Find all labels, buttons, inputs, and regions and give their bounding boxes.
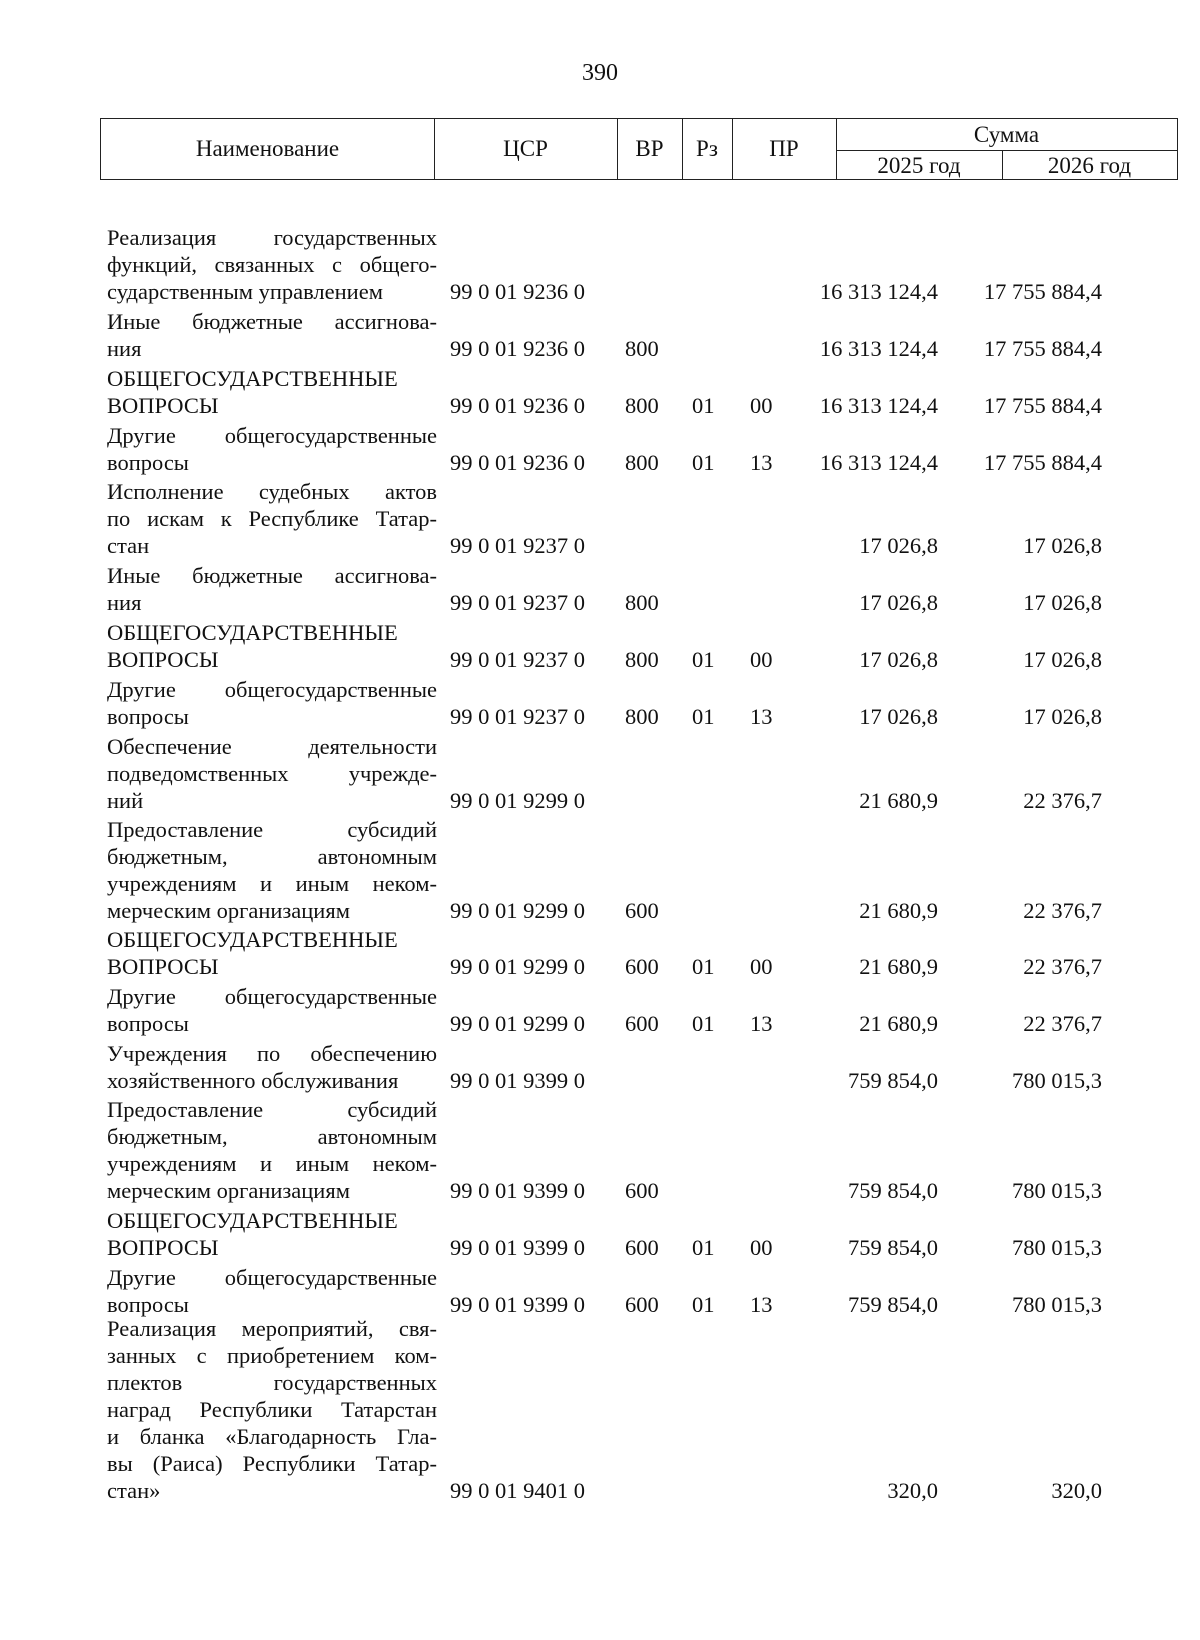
- row-rz: 01: [692, 450, 715, 475]
- row-sum-2026: 17 755 884,4: [983, 336, 1102, 361]
- row-csr: 99 0 01 9237 0: [450, 533, 585, 558]
- row-name-line: бюджетным, автономным: [107, 1124, 437, 1149]
- row-sum-2025: 21 680,9: [859, 1011, 938, 1036]
- row-sum-2026: 780 015,3: [1012, 1068, 1102, 1093]
- row-name-line: ний: [107, 788, 144, 813]
- row-sum-2026: 17 026,8: [1023, 647, 1102, 672]
- row-name-line: вопросы: [107, 1292, 189, 1317]
- row-name-line: вы (Раиса) Республики Татар-: [107, 1451, 437, 1476]
- header-pr: ПР: [769, 136, 799, 161]
- row-sum-2025: 17 026,8: [859, 704, 938, 729]
- row-sum-2025: 16 313 124,4: [819, 279, 938, 304]
- row-sum-2026: 22 376,7: [1023, 788, 1102, 813]
- row-rz: 01: [692, 1235, 715, 1260]
- row-name-line: ОБЩЕГОСУДАРСТВЕННЫЕ: [107, 620, 398, 645]
- row-name-line: вопросы: [107, 450, 189, 475]
- row-name-line: Обеспечение деятельности: [107, 734, 437, 759]
- table-row: [100, 926, 1178, 980]
- table-row: [100, 1096, 1178, 1204]
- row-pr: 13: [750, 450, 773, 475]
- row-name-line: Другие общегосударственные: [107, 984, 437, 1009]
- budget-table: [100, 118, 1178, 1503]
- row-sum-2026: 320,0: [1051, 1478, 1102, 1503]
- row-sum-2026: 780 015,3: [1012, 1235, 1102, 1260]
- row-csr: 99 0 01 9399 0: [450, 1068, 585, 1093]
- row-sum-2026: 780 015,3: [1012, 1178, 1102, 1203]
- row-sum-2026: 780 015,3: [1012, 1292, 1102, 1317]
- row-name-line: ОБЩЕГОСУДАРСТВЕННЫЕ: [107, 366, 398, 391]
- table-row: [100, 1264, 1178, 1318]
- row-pr: 00: [750, 1235, 773, 1260]
- row-sum-2026: 22 376,7: [1023, 898, 1102, 923]
- table-row: [100, 1207, 1178, 1261]
- row-name-line: Иные бюджетные ассигнова-: [107, 309, 437, 334]
- row-name: [107, 1040, 437, 1094]
- row-pr: 13: [750, 704, 773, 729]
- row-sum-2025: 21 680,9: [859, 788, 938, 813]
- table-row: [100, 224, 1178, 305]
- header-name: Наименование: [195, 136, 340, 161]
- header-csr: ЦСР: [503, 136, 548, 161]
- row-name-line: Реализация мероприятий, свя-: [107, 1316, 437, 1341]
- table-row: [100, 1040, 1178, 1094]
- row-sum-2026: 22 376,7: [1023, 1011, 1102, 1036]
- row-name: [107, 1264, 437, 1318]
- row-name-line: учреждениям и иным неком-: [107, 871, 437, 896]
- row-name-line: учреждениям и иным неком-: [107, 1151, 437, 1176]
- row-name: [107, 983, 437, 1037]
- row-name-line: сударственным управлением: [107, 279, 383, 304]
- row-sum-2026: 17 755 884,4: [983, 279, 1102, 304]
- row-name: [107, 676, 437, 730]
- row-name: [107, 422, 437, 476]
- row-name-line: Учреждения по обеспечению: [107, 1041, 437, 1066]
- row-rz: 01: [692, 1011, 715, 1036]
- row-name-line: функций, связанных с общего-: [107, 252, 437, 277]
- row-name: [107, 308, 437, 362]
- header-sum: Сумма: [973, 121, 1040, 147]
- row-sum-2026: 17 026,8: [1023, 590, 1102, 615]
- row-sum-2025: 759 854,0: [848, 1292, 938, 1317]
- row-name-line: ВОПРОСЫ: [107, 647, 219, 672]
- row-vr: 800: [625, 647, 659, 672]
- row-name: [107, 562, 437, 616]
- row-name-line: занных с приобретением ком-: [107, 1343, 437, 1368]
- table-row: [100, 619, 1178, 673]
- row-rz: 01: [692, 393, 715, 418]
- row-sum-2025: 21 680,9: [859, 898, 938, 923]
- row-vr: 600: [625, 1011, 659, 1036]
- table-row: [100, 308, 1178, 362]
- table-row: [100, 365, 1178, 419]
- row-name-line: Реализация государственных: [107, 225, 437, 250]
- row-csr: 99 0 01 9236 0: [450, 393, 585, 418]
- row-name-line: Другие общегосударственные: [107, 677, 437, 702]
- row-sum-2025: 21 680,9: [859, 954, 938, 979]
- row-rz: 01: [692, 1292, 715, 1317]
- row-name-line: ОБЩЕГОСУДАРСТВЕННЫЕ: [107, 1208, 398, 1233]
- row-sum-2025: 17 026,8: [859, 647, 938, 672]
- row-name-line: Другие общегосударственные: [107, 1265, 437, 1290]
- row-vr: 600: [625, 1235, 659, 1260]
- row-name: [107, 478, 437, 559]
- row-csr: 99 0 01 9237 0: [450, 647, 585, 672]
- row-csr: 99 0 01 9237 0: [450, 704, 585, 729]
- row-name-line: Иные бюджетные ассигнова-: [107, 563, 437, 588]
- row-name-line: ния: [107, 590, 142, 615]
- row-sum-2026: 17 026,8: [1023, 533, 1102, 558]
- row-csr: 99 0 01 9299 0: [450, 1011, 585, 1036]
- row-sum-2026: 22 376,7: [1023, 954, 1102, 979]
- row-name: [107, 619, 437, 673]
- row-name-line: и бланка «Благодарность Гла-: [107, 1424, 437, 1449]
- row-name-line: вопросы: [107, 1011, 189, 1036]
- row-csr: 99 0 01 9399 0: [450, 1292, 585, 1317]
- row-csr: 99 0 01 9236 0: [450, 336, 585, 361]
- row-csr: 99 0 01 9299 0: [450, 954, 585, 979]
- row-sum-2026: 17 026,8: [1023, 704, 1102, 729]
- row-sum-2025: 16 313 124,4: [819, 336, 938, 361]
- page-number: 390: [582, 60, 618, 86]
- table-row: [100, 1315, 1178, 1504]
- row-csr: 99 0 01 9236 0: [450, 279, 585, 304]
- row-vr: 800: [625, 590, 659, 615]
- row-sum-2025: 17 026,8: [859, 533, 938, 558]
- row-name-line: Предоставление субсидий: [107, 817, 437, 842]
- table-row: [100, 983, 1178, 1037]
- row-rz: 01: [692, 704, 715, 729]
- row-sum-2025: 16 313 124,4: [819, 450, 938, 475]
- row-vr: 600: [625, 954, 659, 979]
- row-sum-2026: 17 755 884,4: [983, 393, 1102, 418]
- row-name: [107, 733, 437, 814]
- row-csr: 99 0 01 9399 0: [450, 1235, 585, 1260]
- row-csr: 99 0 01 9299 0: [450, 898, 585, 923]
- row-pr: 00: [750, 954, 773, 979]
- row-sum-2025: 759 854,0: [848, 1235, 938, 1260]
- row-pr: 13: [750, 1292, 773, 1317]
- row-name-line: мерческим организациям: [107, 1178, 350, 1203]
- row-vr: 800: [625, 704, 659, 729]
- row-name-line: хозяйственного обслуживания: [107, 1068, 399, 1093]
- row-name-line: ВОПРОСЫ: [107, 954, 219, 979]
- row-name-line: Другие общегосударственные: [107, 423, 437, 448]
- row-name: [107, 365, 437, 419]
- row-name-line: по искам к Республике Татар-: [107, 506, 437, 531]
- row-sum-2025: 759 854,0: [848, 1068, 938, 1093]
- row-name-line: плектов государственных: [107, 1370, 437, 1395]
- row-name: [107, 224, 437, 305]
- table-row: [100, 422, 1178, 476]
- row-vr: 800: [625, 393, 659, 418]
- row-sum-2025: 759 854,0: [848, 1178, 938, 1203]
- row-name-line: бюджетным, автономным: [107, 844, 437, 869]
- row-name: [107, 1207, 437, 1261]
- row-name-line: мерческим организациям: [107, 898, 350, 923]
- header-year-2026: 2026 год: [1047, 152, 1132, 178]
- row-csr: 99 0 01 9299 0: [450, 788, 585, 813]
- row-vr: 600: [625, 898, 659, 923]
- table-row: [100, 676, 1178, 730]
- row-name-line: ВОПРОСЫ: [107, 393, 219, 418]
- row-sum-2025: 17 026,8: [859, 590, 938, 615]
- row-name-line: наград Республики Татарстан: [107, 1397, 437, 1422]
- row-name-line: ОБЩЕГОСУДАРСТВЕННЫЕ: [107, 927, 398, 952]
- row-name-line: Предоставление субсидий: [107, 1097, 437, 1122]
- row-rz: 01: [692, 954, 715, 979]
- table-header: [100, 118, 1178, 180]
- row-name-line: Исполнение судебных актов: [107, 479, 437, 504]
- row-csr: 99 0 01 9237 0: [450, 590, 585, 615]
- table-row: [100, 562, 1178, 616]
- row-vr: 600: [625, 1178, 659, 1203]
- table-row: [100, 733, 1178, 814]
- row-name-line: вопросы: [107, 704, 189, 729]
- row-csr: 99 0 01 9401 0: [450, 1478, 585, 1503]
- row-name-line: ВОПРОСЫ: [107, 1235, 219, 1260]
- row-vr: 800: [625, 450, 659, 475]
- row-name: [107, 1315, 437, 1504]
- row-name-line: ния: [107, 336, 142, 361]
- row-rz: 01: [692, 647, 715, 672]
- row-pr: 13: [750, 1011, 773, 1036]
- row-name: [107, 1096, 437, 1204]
- row-name: [107, 816, 437, 924]
- table-row: [100, 478, 1178, 559]
- header-vr: ВР: [635, 136, 664, 161]
- row-sum-2026: 17 755 884,4: [983, 450, 1102, 475]
- row-vr: 600: [625, 1292, 659, 1317]
- row-name: [107, 926, 437, 980]
- row-sum-2025: 16 313 124,4: [819, 393, 938, 418]
- row-name-line: стан: [107, 533, 150, 558]
- row-name-line: подведомственных учрежде-: [107, 761, 437, 786]
- row-pr: 00: [750, 647, 773, 672]
- row-name-line: стан»: [107, 1478, 161, 1503]
- header-year-2025: 2025 год: [877, 152, 961, 178]
- row-sum-2025: 320,0: [887, 1478, 938, 1503]
- row-pr: 00: [750, 393, 773, 418]
- row-csr: 99 0 01 9399 0: [450, 1178, 585, 1203]
- row-csr: 99 0 01 9236 0: [450, 450, 585, 475]
- row-vr: 800: [625, 336, 659, 361]
- table-row: [100, 816, 1178, 924]
- header-rz: Рз: [696, 136, 718, 161]
